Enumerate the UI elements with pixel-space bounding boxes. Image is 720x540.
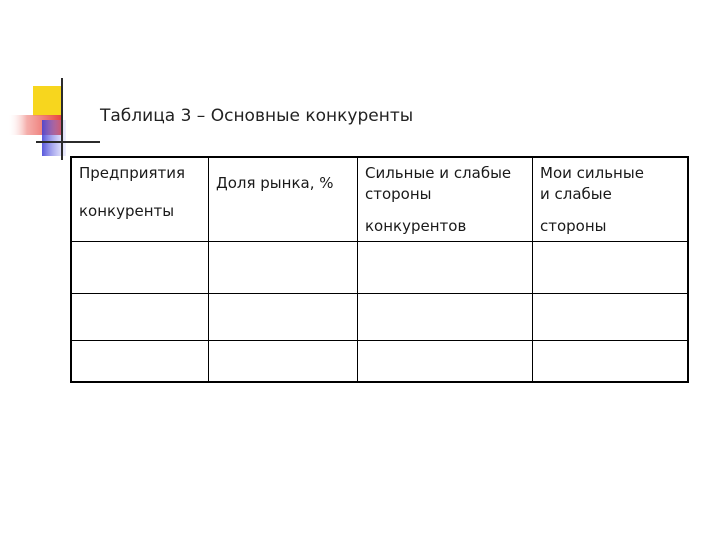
table-cell[interactable] xyxy=(533,341,689,383)
table-row xyxy=(71,341,688,383)
table-cell[interactable] xyxy=(209,242,358,294)
header-cell-competitor-strengths xyxy=(358,157,533,242)
header-competitor-line3: конкурентов xyxy=(365,217,467,235)
table-cell[interactable] xyxy=(71,242,209,294)
table-cell[interactable] xyxy=(358,294,533,341)
header-competitor-line2: стороны xyxy=(365,185,432,203)
header-competitor-line1: Сильные и слабые xyxy=(365,164,512,182)
competitors-table xyxy=(70,156,689,383)
table-row xyxy=(71,294,688,341)
header-my-line2: и слабые xyxy=(540,185,612,203)
table-cell[interactable] xyxy=(209,341,358,383)
table-cell[interactable] xyxy=(533,242,689,294)
table-cell[interactable] xyxy=(209,294,358,341)
header-market-share: Доля рынка, % xyxy=(216,174,334,192)
header-cell-market-share xyxy=(209,157,358,242)
table-cell[interactable] xyxy=(358,341,533,383)
competitors-table-wrapper xyxy=(70,156,684,380)
table-cell[interactable] xyxy=(533,294,689,341)
table-cell[interactable] xyxy=(358,242,533,294)
decorative-corner-graphic xyxy=(0,0,120,170)
table-caption: Таблица 3 – Основные конкуренты xyxy=(100,106,414,126)
table-header-row xyxy=(71,157,688,242)
header-cell-my-strengths xyxy=(533,157,689,242)
header-my-line1: Мои сильные xyxy=(540,164,644,182)
header-cell-enterprises xyxy=(71,157,209,242)
header-enterprises-line1: Предприятия xyxy=(79,164,186,182)
table-row xyxy=(71,242,688,294)
header-my-line3: стороны xyxy=(540,217,607,235)
table-cell[interactable] xyxy=(71,341,209,383)
table-cell[interactable] xyxy=(71,294,209,341)
header-enterprises-line2: конкуренты xyxy=(79,202,175,220)
yellow-square xyxy=(33,86,63,116)
